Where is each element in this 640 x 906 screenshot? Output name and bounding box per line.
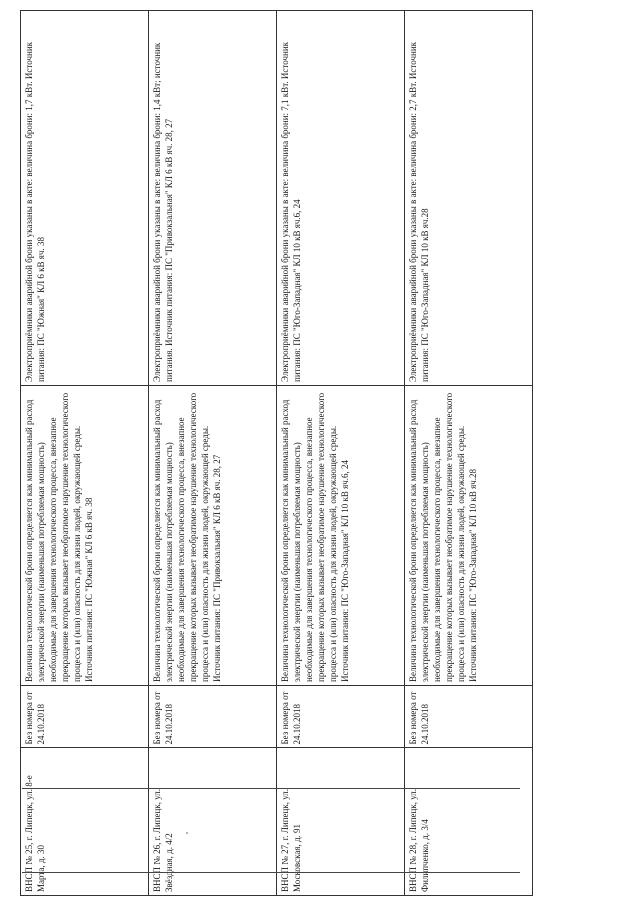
description-cell: Величина технологической брони определяется как минимальный расход электрической энергии (наименьшая потребляемая мощность) необходимые для завершения технологического процесса, внезапное прекращение которых вызывает необратимое нарушение технологического процесса и (или) опасность для жизни людей, окружающей среды. Источник питания: ПС "Юго-Западная" КЛ 10 кВ яч.6, 24 bbox=[277, 386, 405, 686]
table-row bbox=[405, 11, 533, 896]
object-cell: ВНСП № 26, г. Липецк, ул. Звёздная, д. 4/2 bbox=[149, 748, 277, 896]
emergency-cell: Электроприёмники аварийной брони указаны в акте: величина брони: 2,7 кВт. Источник питания: ПС "Юго-Западная" КЛ 10 кВ яч.28 bbox=[405, 11, 533, 386]
emergency-cell: Электроприёмники аварийной брони указаны в акте: величина брони: 7,1 кВт. Источник питания: ПС "Юго-Западная" КЛ 10 кВ яч.6, 24 bbox=[277, 11, 405, 386]
object-cell: ВНСП № 28, г. Липецк, ул. Филипченко, д. 3/4 bbox=[405, 748, 533, 896]
table-row bbox=[277, 11, 405, 896]
act-cell: Без номера от 24.10.2018 bbox=[21, 686, 149, 749]
table-row bbox=[149, 11, 277, 896]
power-reserve-table bbox=[20, 10, 533, 896]
act-cell: Без номера от 24.10.2018 bbox=[149, 686, 277, 749]
act-cell: Без номера от 24.10.2018 bbox=[405, 686, 533, 749]
emergency-cell: Электроприёмники аварийной брони указаны в акте: величина брони: 1,4 кВт; источник питания. Источник питания: ПС "Привокзальная" КЛ 6 кВ яч. 28, 27 bbox=[149, 11, 277, 386]
object-cell: ВНСП № 27, г. Липецк, ул. Московская, д. 91 bbox=[277, 748, 405, 896]
table-border-line bbox=[22, 872, 520, 873]
description-cell: Величина технологической брони определяется как минимальный расход электрической энергии (наименьшая потребляемая мощность) необходимые для завершения технологического процесса, внезапное прекращение которых вызывает необратимое нарушение технологического процесса и (или) опасность для жизни людей, окружающей среды. Источник питания: ПС "Южная" КЛ 6 кВ яч. 38 bbox=[21, 386, 149, 686]
scan-speck bbox=[186, 832, 188, 834]
table-row bbox=[21, 11, 149, 896]
rotated-table-area bbox=[20, 10, 520, 896]
emergency-cell: Электроприёмники аварийной брони указаны в акте: величина брони: 1,7 кВт. Источник питания: ПС "Южная" КЛ 6 кВ яч. 38 bbox=[21, 11, 149, 386]
object-cell: ВНСП № 25, г. Липецк, ул. 8-е Марта, д. 30 bbox=[21, 748, 149, 896]
description-cell: Величина технологической брони определяется как минимальный расход электрической энергии (наименьшая потребляемая мощность) необходимые для завершения технологического процесса, внезапное прекращение которых вызывает необратимое нарушение технологического процесса и (или) опасность для жизни людей, окружающей среды. Источник питания: ПС "Привокзальная" КЛ 6 кВ яч. 28, 27 bbox=[149, 386, 277, 686]
description-cell: Величина технологической брони определяется как минимальный расход электрической энергии (наименьшая потребляемая мощность) необходимые для завершения технологического процесса, внезапное прекращение которых вызывает необратимое нарушение технологического процесса и (или) опасность для жизни людей, окружающей среды. Источник питания: ПС "Юго-Западная" КЛ 10 кВ яч.28 bbox=[405, 386, 533, 686]
act-cell: Без номера от 24.10.2018 bbox=[277, 686, 405, 749]
table-border-line bbox=[22, 788, 520, 789]
